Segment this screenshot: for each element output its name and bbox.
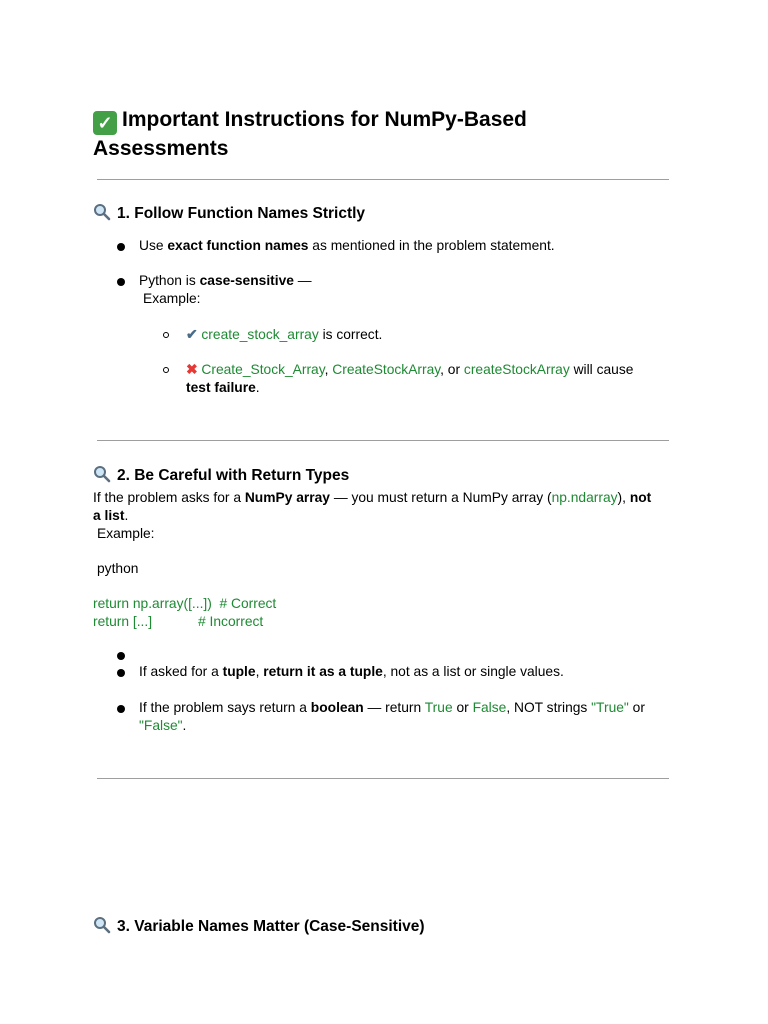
code-text: create_stock_array (201, 327, 319, 342)
code-text: True (424, 700, 453, 715)
text-run: If the problem asks for a (93, 490, 245, 505)
text-run: . (124, 508, 129, 523)
page-title (93, 106, 613, 163)
list-item (139, 699, 669, 735)
cross-mark-icon: ✖ (186, 362, 198, 377)
section-2-heading (93, 465, 349, 486)
sub-list-item (186, 361, 666, 397)
bold-text: not (629, 490, 652, 505)
sub-bullet-circle (163, 367, 169, 373)
text-run: — (293, 273, 312, 288)
bullet-dot (117, 669, 125, 677)
list-item (139, 272, 312, 290)
bold-text: tuple (222, 664, 256, 679)
text-run: will cause (569, 362, 634, 377)
bold-text: return it as a tuple (263, 664, 383, 679)
code-line: return np.array([...]) # Correct (93, 596, 277, 611)
text-run: or (628, 700, 645, 715)
paragraph (93, 489, 673, 525)
text-run: Python is (139, 273, 200, 288)
text-run: If the problem says return a (139, 700, 311, 715)
code-text: False (472, 700, 507, 715)
magnifying-glass-icon (93, 465, 111, 483)
text-run: or (452, 700, 473, 715)
text-run: — return (363, 700, 425, 715)
text-run: . (182, 718, 187, 733)
text-run: is correct. (318, 327, 383, 342)
section-1-heading-text: 1. Follow Function Names Strictly (117, 205, 366, 222)
bullet-dot (117, 278, 125, 286)
bullet-dot (117, 243, 125, 251)
bold-text: boolean (310, 700, 364, 715)
divider (97, 179, 669, 180)
section-1-heading (93, 203, 365, 224)
text-run: as mentioned in the problem statement. (308, 238, 555, 253)
text-run: , (255, 664, 264, 679)
bold-text: NumPy array (244, 490, 330, 505)
code-line: return [...] # Incorrect (93, 614, 264, 629)
sub-list-item (186, 326, 382, 344)
check-mark-icon: ✔ (186, 327, 198, 342)
code-text: np.ndarray (551, 490, 618, 505)
bold-text: a list (93, 508, 125, 523)
code-text: "True" (591, 700, 629, 715)
code-text: createStockArray (463, 362, 570, 377)
text-run: , (324, 362, 333, 377)
section-3-heading (93, 916, 425, 937)
text-run: , not as a list or single values. (382, 664, 564, 679)
example-label: Example: (97, 526, 155, 541)
example-label: Example: (143, 291, 201, 306)
text-run: , or (440, 362, 464, 377)
bold-text: exact function names (167, 238, 309, 253)
text-run: ), (617, 490, 630, 505)
code-text: CreateStockArray (332, 362, 441, 377)
text-run: Use (139, 238, 168, 253)
check-mark-button-icon: ✓ (93, 111, 117, 135)
section-3-heading-text: 3. Variable Names Matter (Case-Sensitive) (117, 918, 425, 935)
divider (97, 440, 669, 441)
sub-bullet-circle (163, 332, 169, 338)
list-item (139, 663, 564, 681)
text-run: — you must return a NumPy array ( (329, 490, 552, 505)
bold-text: case-sensitive (199, 273, 294, 288)
magnifying-glass-icon (93, 916, 111, 934)
code-language-label: python (97, 561, 139, 576)
page-title-text: Important Instructions for NumPy-Based Assessments (93, 108, 527, 160)
list-item (139, 237, 555, 255)
section-2-heading-text: 2. Be Careful with Return Types (117, 467, 350, 484)
bullet-dot (117, 705, 125, 713)
magnifying-glass-icon (93, 203, 111, 221)
bullet-dot (117, 652, 125, 660)
divider (97, 778, 669, 779)
code-text: "False" (139, 718, 183, 733)
text-run: If asked for a (139, 664, 223, 679)
text-run: . (255, 380, 260, 395)
text-run: , NOT strings (506, 700, 592, 715)
bold-text: test failure (186, 380, 256, 395)
code-text: Create_Stock_Array (201, 362, 325, 377)
